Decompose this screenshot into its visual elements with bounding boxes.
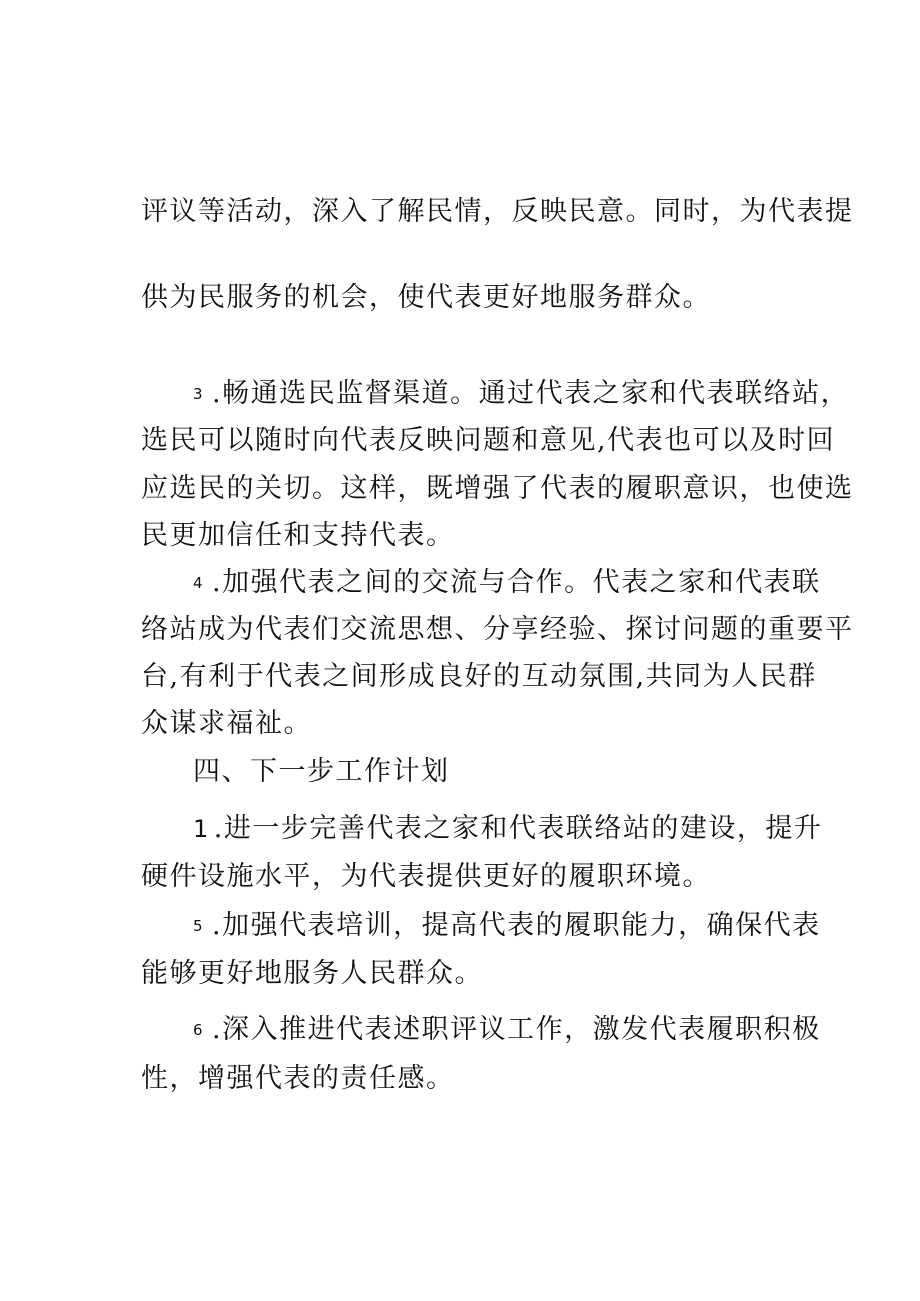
paragraph-line bbox=[141, 612, 854, 648]
paragraph-line bbox=[141, 471, 854, 507]
list-item-1 bbox=[193, 811, 853, 847]
list-number: 6 bbox=[193, 1021, 205, 1039]
list-number: 5 bbox=[193, 917, 205, 935]
paragraph-line bbox=[141, 859, 801, 895]
paragraph-line bbox=[141, 518, 801, 554]
paragraph-line bbox=[141, 659, 817, 695]
line-text: 能够更好地服务人民群众。 bbox=[141, 958, 483, 989]
paragraph-line bbox=[141, 194, 854, 230]
line-text: .加强代表培训，提高代表的履职能力，确保代表 bbox=[212, 910, 821, 941]
line-text: 选民可以随时向代表反映问题和意见,代表也可以及时回 bbox=[141, 425, 836, 456]
paragraph-line bbox=[141, 280, 801, 316]
line-text: .进一步完善代表之家和代表联络站的建设，提升 bbox=[213, 813, 823, 844]
line-text: 硬件设施水平，为代表提供更好的履职环境。 bbox=[141, 861, 711, 892]
line-text: .加强代表之间的交流与合作。代表之家和代表联 bbox=[212, 567, 821, 598]
list-item-4 bbox=[193, 565, 853, 601]
section-heading bbox=[193, 754, 853, 790]
list-number: 4 bbox=[193, 574, 205, 592]
list-number: 3 bbox=[193, 385, 205, 403]
line-text: 络站成为代表们交流思想、分享经验、探讨问题的重要平 bbox=[141, 614, 854, 645]
list-item-6 bbox=[193, 1012, 853, 1048]
line-text: 评议等活动，深入了解民情，反映民意。同时，为代表提 bbox=[141, 196, 854, 227]
paragraph-line bbox=[141, 1061, 801, 1097]
line-text: 供为民服务的机会，使代表更好地服务群众。 bbox=[141, 282, 711, 313]
line-text: .畅通选民监督渠道。通过代表之家和代表联络站， bbox=[212, 378, 850, 409]
list-item-5 bbox=[193, 908, 853, 944]
list-number: 1 bbox=[193, 815, 210, 843]
line-text: 台,有利于代表之间形成良好的互动氛围,共同为人民群 bbox=[141, 661, 817, 692]
paragraph-line bbox=[141, 956, 801, 992]
section-heading-text: 四、下一步工作计划 bbox=[193, 756, 450, 787]
paragraph-line bbox=[141, 423, 836, 459]
paragraph-line bbox=[141, 706, 801, 742]
line-text: 民更加信任和支持代表。 bbox=[141, 520, 455, 551]
line-text: 应选民的关切。这样，既增强了代表的履职意识，也使选 bbox=[141, 473, 854, 504]
list-item-3 bbox=[193, 376, 853, 412]
line-text: 众谋求福祉。 bbox=[141, 708, 312, 739]
line-text: .深入推进代表述职评议工作，激发代表履职积极 bbox=[212, 1014, 821, 1045]
line-text: 性，增强代表的责任感。 bbox=[141, 1063, 455, 1094]
